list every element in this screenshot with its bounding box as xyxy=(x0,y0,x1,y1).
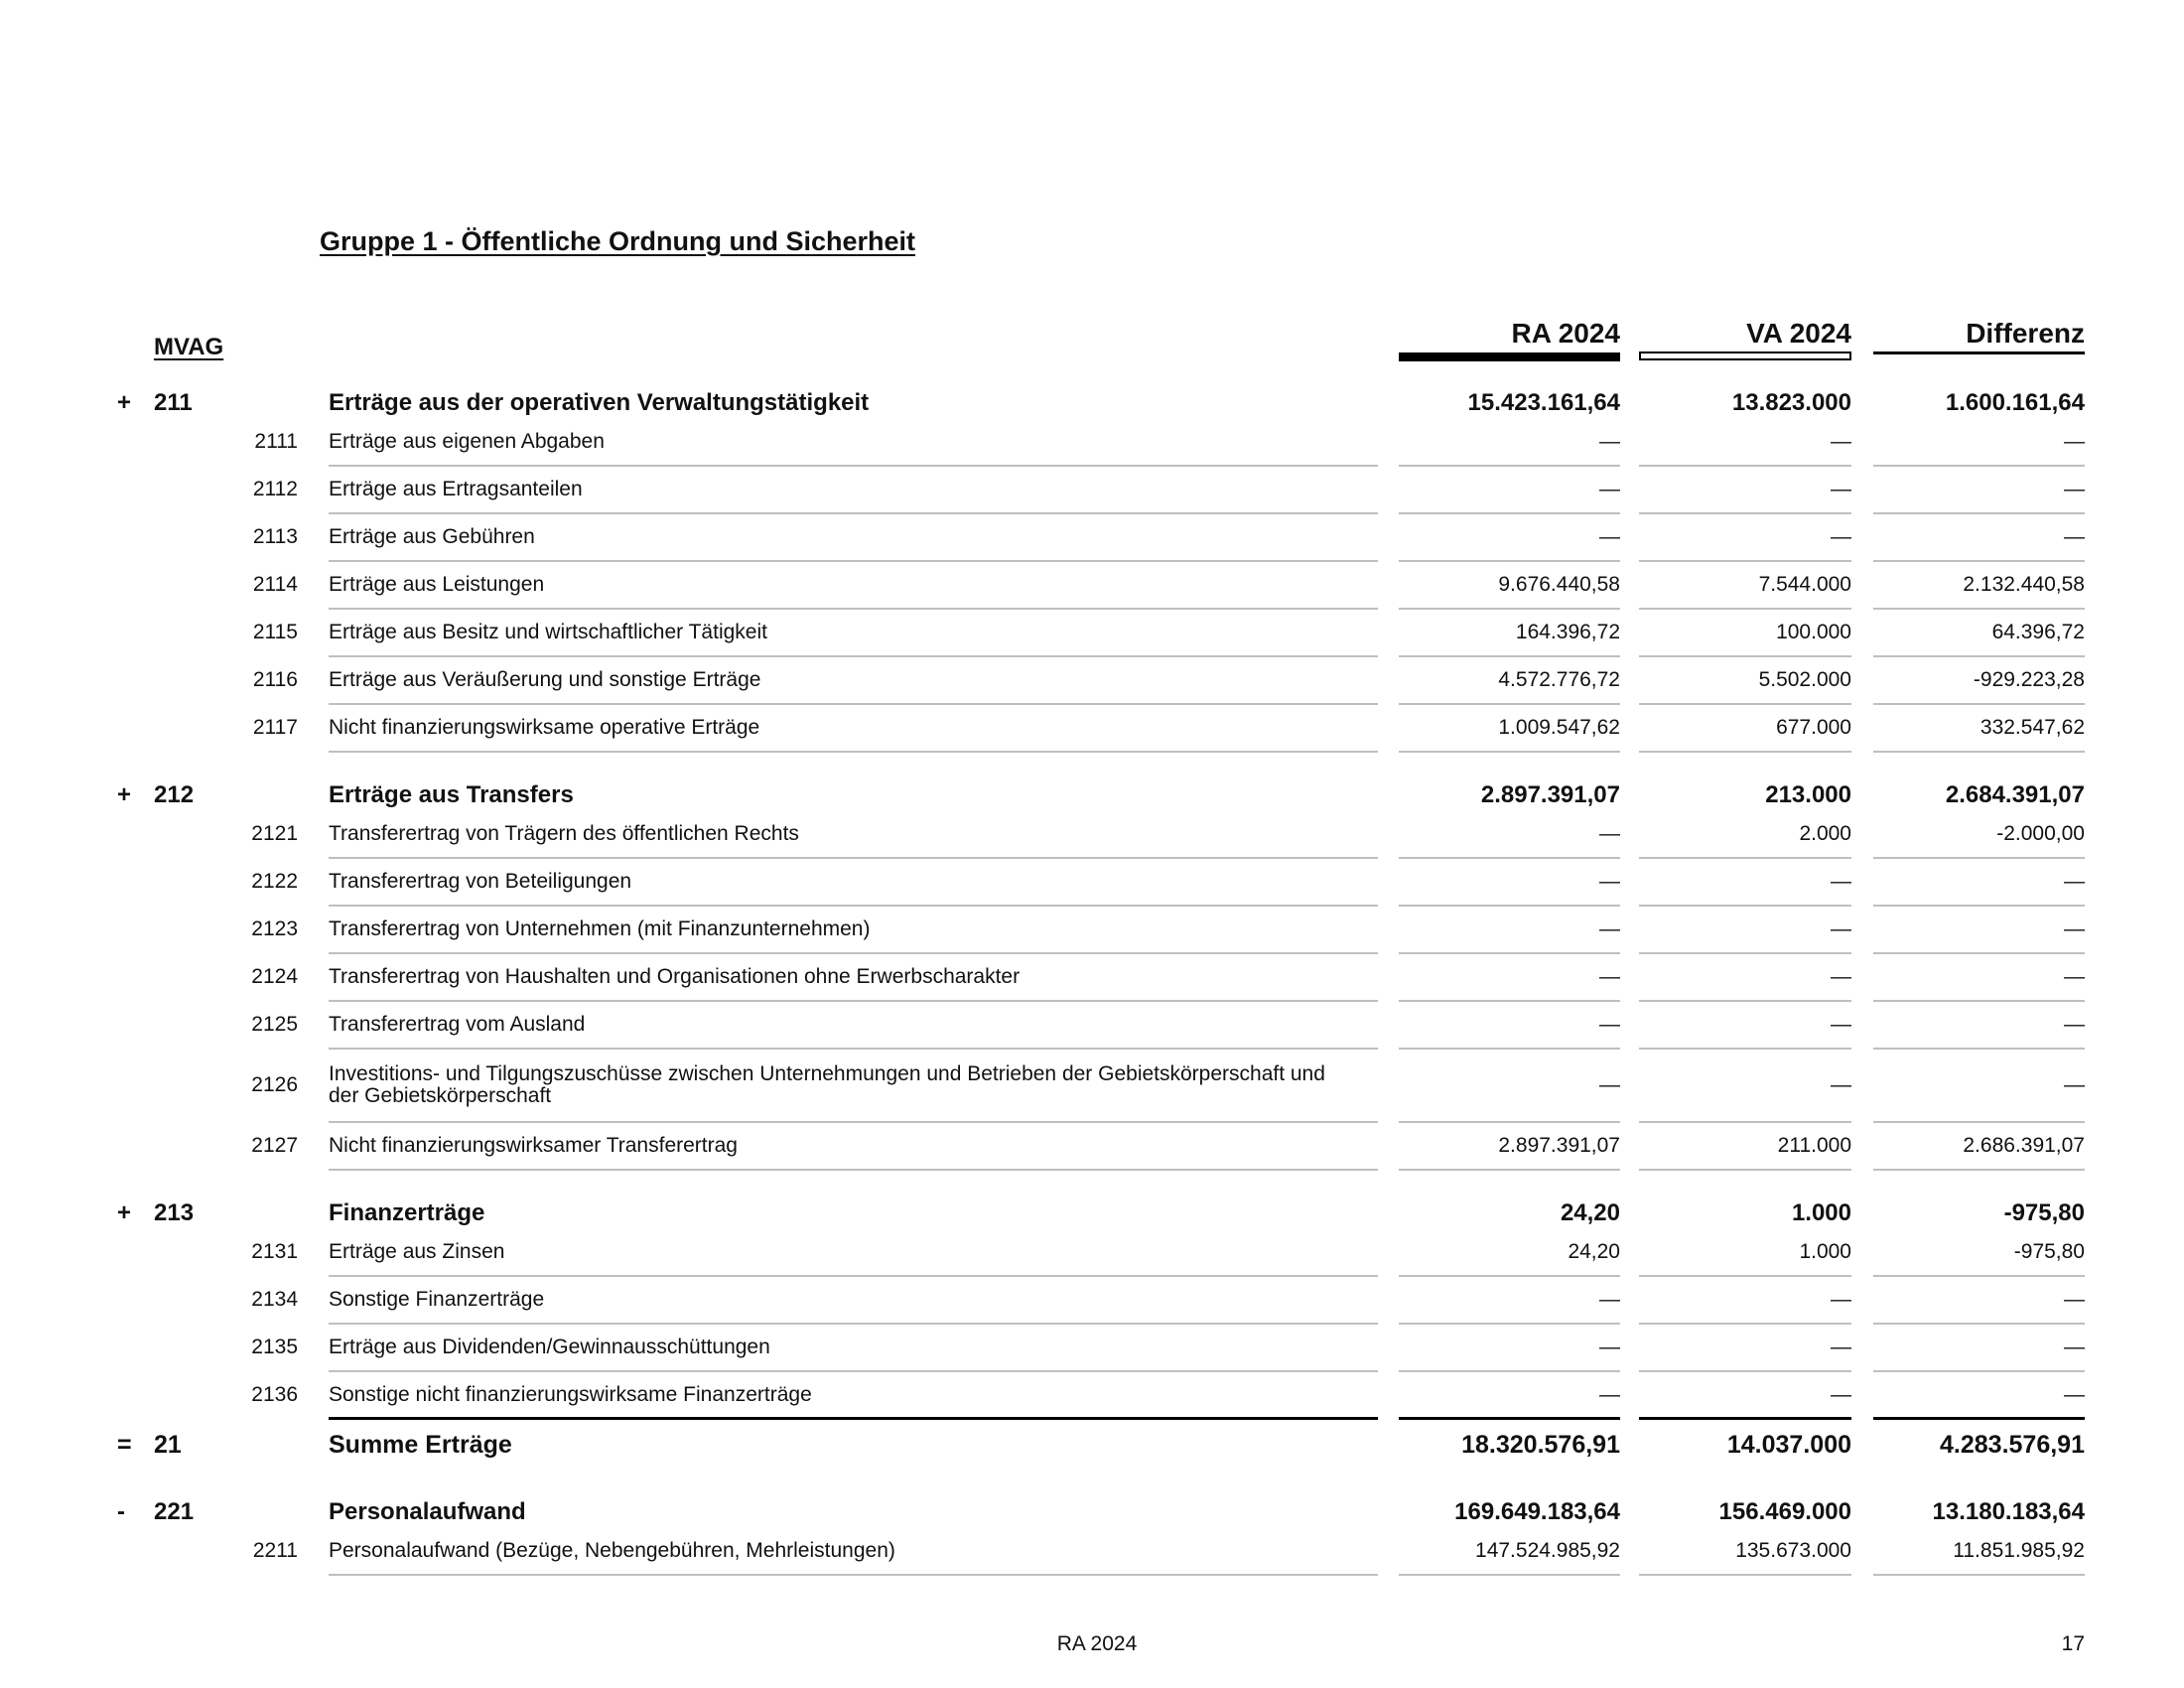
row-description: Transferertrag von Unternehmen (mit Finanzunternehmen) xyxy=(329,917,871,940)
value-ra: 15.423.161,64 xyxy=(1467,389,1620,416)
section-title: Gruppe 1 - Öffentliche Ordnung und Sicherheit xyxy=(320,226,916,256)
value-diff: 13.180.183,64 xyxy=(1932,1498,2085,1525)
value-ra: — xyxy=(1599,822,1620,845)
row-divider xyxy=(329,1169,1378,1171)
row-code: 212 xyxy=(154,781,195,808)
group-row xyxy=(0,779,2184,811)
value-va: 2.000 xyxy=(1799,822,1851,845)
value-va: — xyxy=(1831,917,1851,940)
row-description: Nicht finanzierungswirksamer Transferertrag xyxy=(329,1134,738,1157)
value-va: 135.673.000 xyxy=(1735,1539,1851,1562)
value-ra: 2.897.391,07 xyxy=(1498,1134,1620,1157)
value-va: 156.469.000 xyxy=(1718,1498,1851,1525)
value-va: — xyxy=(1831,1288,1851,1311)
table-row xyxy=(0,954,2184,1002)
row-description: Summe Erträge xyxy=(329,1431,512,1459)
row-description: Nicht finanzierungswirksame operative Erträge xyxy=(329,716,760,739)
row-code: 2114 xyxy=(252,573,298,596)
value-ra: 164.396,72 xyxy=(1515,621,1620,643)
value-ra: — xyxy=(1599,430,1620,453)
row-code: 2211 xyxy=(252,1539,298,1562)
row-code: 2115 xyxy=(252,621,298,643)
value-va: 211.000 xyxy=(1777,1134,1851,1157)
row-divider xyxy=(1399,751,1620,753)
row-code: 2112 xyxy=(252,478,298,500)
value-diff: -975,80 xyxy=(2003,1199,2085,1226)
row-description: Erträge aus der operativen Verwaltungstätigkeit xyxy=(329,389,870,416)
row-code: 2126 xyxy=(251,1073,298,1096)
row-description: Erträge aus Transfers xyxy=(329,781,574,808)
page-number: 17 xyxy=(2061,1632,2085,1655)
value-ra: 24,20 xyxy=(1568,1240,1620,1263)
value-diff: — xyxy=(2064,1013,2085,1036)
value-va: — xyxy=(1831,965,1851,988)
value-va: 7.544.000 xyxy=(1758,573,1851,596)
value-ra: 9.676.440,58 xyxy=(1498,573,1620,596)
value-va: 14.037.000 xyxy=(1726,1431,1851,1459)
mvag-header: MVAG xyxy=(154,334,224,360)
table-row xyxy=(0,1050,2184,1123)
value-ra: — xyxy=(1599,870,1620,893)
row-code: 2117 xyxy=(252,716,298,739)
value-diff: — xyxy=(2064,430,2085,453)
row-code: 2111 xyxy=(254,430,298,453)
value-va: 13.823.000 xyxy=(1731,389,1851,416)
row-divider xyxy=(329,751,1378,753)
table-row xyxy=(0,1229,2184,1277)
value-diff: 2.684.391,07 xyxy=(1945,781,2085,808)
value-va: — xyxy=(1831,870,1851,893)
value-diff: — xyxy=(2064,917,2085,940)
row-divider xyxy=(1873,1169,2085,1171)
differenz-column-bar xyxy=(1873,352,2085,354)
table-row xyxy=(0,1325,2184,1372)
row-code: 2121 xyxy=(251,822,298,845)
row-code: 2122 xyxy=(251,870,298,893)
value-ra: — xyxy=(1599,1383,1620,1406)
value-diff: — xyxy=(2064,1073,2085,1096)
va-column-bar xyxy=(1639,352,1851,360)
row-divider xyxy=(1639,1574,1851,1576)
column-header-ra: RA 2024 xyxy=(1511,318,1620,349)
row-description: Erträge aus Ertragsanteilen xyxy=(329,478,583,500)
row-sign: = xyxy=(117,1431,132,1459)
row-divider xyxy=(1873,751,2085,753)
row-code: 2134 xyxy=(251,1288,298,1311)
value-va: 5.502.000 xyxy=(1758,668,1851,691)
group-row xyxy=(0,387,2184,419)
value-va: — xyxy=(1831,1336,1851,1358)
row-description: Erträge aus Leistungen xyxy=(329,573,545,596)
row-code: 2125 xyxy=(251,1013,298,1036)
table-row xyxy=(0,1277,2184,1325)
value-va: — xyxy=(1831,430,1851,453)
row-code: 2127 xyxy=(251,1134,298,1157)
row-description: Transferertrag von Trägern des öffentlichen Rechts xyxy=(329,822,799,845)
value-ra: — xyxy=(1599,1073,1620,1096)
group-row xyxy=(0,1496,2184,1528)
table-row xyxy=(0,1372,2184,1420)
value-diff: — xyxy=(2064,870,2085,893)
table-row xyxy=(0,514,2184,562)
row-code: 213 xyxy=(154,1199,195,1226)
value-diff: — xyxy=(2064,478,2085,500)
table-row xyxy=(0,657,2184,705)
row-sign: + xyxy=(117,389,132,416)
sum-row xyxy=(0,1420,2184,1470)
table-row xyxy=(0,419,2184,467)
row-divider xyxy=(329,1574,1378,1576)
footer-label: RA 2024 xyxy=(1056,1632,1138,1655)
value-va: 677.000 xyxy=(1776,716,1851,739)
value-va: — xyxy=(1831,478,1851,500)
value-va: 213.000 xyxy=(1765,781,1851,808)
value-diff: — xyxy=(2064,965,2085,988)
value-ra: — xyxy=(1599,1336,1620,1358)
row-description: Transferertrag vom Ausland xyxy=(329,1013,586,1036)
value-va: — xyxy=(1831,1383,1851,1406)
row-description: Investitions- und Tilgungszuschüsse zwischen Unternehmungen und Betrieben der Gebietskörperschaft und der Gebietskörperschaft xyxy=(329,1062,1325,1107)
value-va: 100.000 xyxy=(1776,621,1851,643)
value-diff: — xyxy=(2064,525,2085,548)
value-ra: 24,20 xyxy=(1560,1199,1620,1226)
table-row xyxy=(0,705,2184,753)
row-code: 21 xyxy=(154,1431,182,1459)
value-diff: 2.132.440,58 xyxy=(1963,573,2085,596)
table-row xyxy=(0,859,2184,907)
value-diff: — xyxy=(2064,1336,2085,1358)
table-row xyxy=(0,610,2184,657)
row-sign: - xyxy=(117,1498,125,1525)
value-ra: — xyxy=(1599,525,1620,548)
row-code: 2116 xyxy=(252,668,298,691)
value-ra: — xyxy=(1599,1013,1620,1036)
value-diff: 4.283.576,91 xyxy=(1940,1431,2085,1459)
row-code: 2123 xyxy=(251,917,298,940)
row-description: Personalaufwand (Bezüge, Nebengebühren, Mehrleistungen) xyxy=(329,1539,895,1562)
table-row xyxy=(0,1123,2184,1171)
table-row xyxy=(0,811,2184,859)
table-row xyxy=(0,907,2184,954)
value-va: — xyxy=(1831,525,1851,548)
row-divider xyxy=(1639,1169,1851,1171)
row-description: Erträge aus Dividenden/Gewinnausschüttungen xyxy=(329,1336,770,1358)
row-sign: + xyxy=(117,781,132,808)
row-code: 2136 xyxy=(251,1383,298,1406)
value-ra: 147.524.985,92 xyxy=(1475,1539,1620,1562)
row-divider xyxy=(1873,1574,2085,1576)
value-diff: 332.547,62 xyxy=(1979,716,2085,739)
row-description: Erträge aus Veräußerung und sonstige Erträge xyxy=(329,668,761,691)
value-ra: 4.572.776,72 xyxy=(1498,668,1620,691)
row-description: Transferertrag von Haushalten und Organisationen ohne Erwerbscharakter xyxy=(329,965,1021,988)
value-diff: 2.686.391,07 xyxy=(1963,1134,2085,1157)
value-ra: 18.320.576,91 xyxy=(1461,1431,1620,1459)
ra-column-bar xyxy=(1399,352,1620,361)
table-row xyxy=(0,467,2184,514)
row-code: 2135 xyxy=(251,1336,298,1358)
value-ra: 1.009.547,62 xyxy=(1498,716,1620,739)
row-description: Sonstige nicht finanzierungswirksame Finanzerträge xyxy=(329,1383,812,1406)
row-description: Personalaufwand xyxy=(329,1498,526,1525)
row-description: Erträge aus Zinsen xyxy=(329,1240,505,1263)
value-diff: 1.600.161,64 xyxy=(1945,389,2085,416)
value-diff: -929.223,28 xyxy=(1973,668,2085,691)
row-divider xyxy=(1399,1574,1620,1576)
row-divider xyxy=(1399,1169,1620,1171)
value-va: — xyxy=(1831,1073,1851,1096)
value-diff: — xyxy=(2064,1288,2085,1311)
row-code: 211 xyxy=(154,389,193,416)
row-divider xyxy=(1639,751,1851,753)
value-diff: -975,80 xyxy=(2013,1240,2085,1263)
row-code: 2113 xyxy=(252,525,298,548)
row-description: Finanzerträge xyxy=(329,1199,485,1226)
value-va: 1.000 xyxy=(1791,1199,1851,1226)
row-code: 2131 xyxy=(251,1240,298,1263)
column-header-differenz: Differenz xyxy=(1966,318,2085,349)
column-header-va: VA 2024 xyxy=(1746,318,1851,349)
row-code: 2124 xyxy=(251,965,298,988)
value-diff: -2.000,00 xyxy=(1996,822,2085,845)
value-va: 1.000 xyxy=(1799,1240,1851,1263)
value-ra: — xyxy=(1599,478,1620,500)
mvag-table xyxy=(0,387,2184,1576)
value-diff: 11.851.985,92 xyxy=(1953,1539,2085,1562)
group-row xyxy=(0,1197,2184,1229)
value-va: — xyxy=(1831,1013,1851,1036)
row-code: 221 xyxy=(154,1498,195,1525)
value-ra: 169.649.183,64 xyxy=(1454,1498,1620,1525)
row-description: Erträge aus Gebühren xyxy=(329,525,535,548)
row-sign: + xyxy=(117,1199,132,1226)
row-description: Erträge aus eigenen Abgaben xyxy=(329,430,605,453)
table-row xyxy=(0,1002,2184,1050)
value-diff: — xyxy=(2064,1383,2085,1406)
value-ra: 2.897.391,07 xyxy=(1480,781,1620,808)
row-description: Sonstige Finanzerträge xyxy=(329,1288,545,1311)
value-ra: — xyxy=(1599,1288,1620,1311)
row-description: Transferertrag von Beteiligungen xyxy=(329,870,632,893)
table-row xyxy=(0,1528,2184,1576)
table-row xyxy=(0,562,2184,610)
value-ra: — xyxy=(1599,917,1620,940)
value-diff: 64.396,72 xyxy=(1991,621,2085,643)
value-ra: — xyxy=(1599,965,1620,988)
row-description: Erträge aus Besitz und wirtschaftlicher Tätigkeit xyxy=(329,621,767,643)
